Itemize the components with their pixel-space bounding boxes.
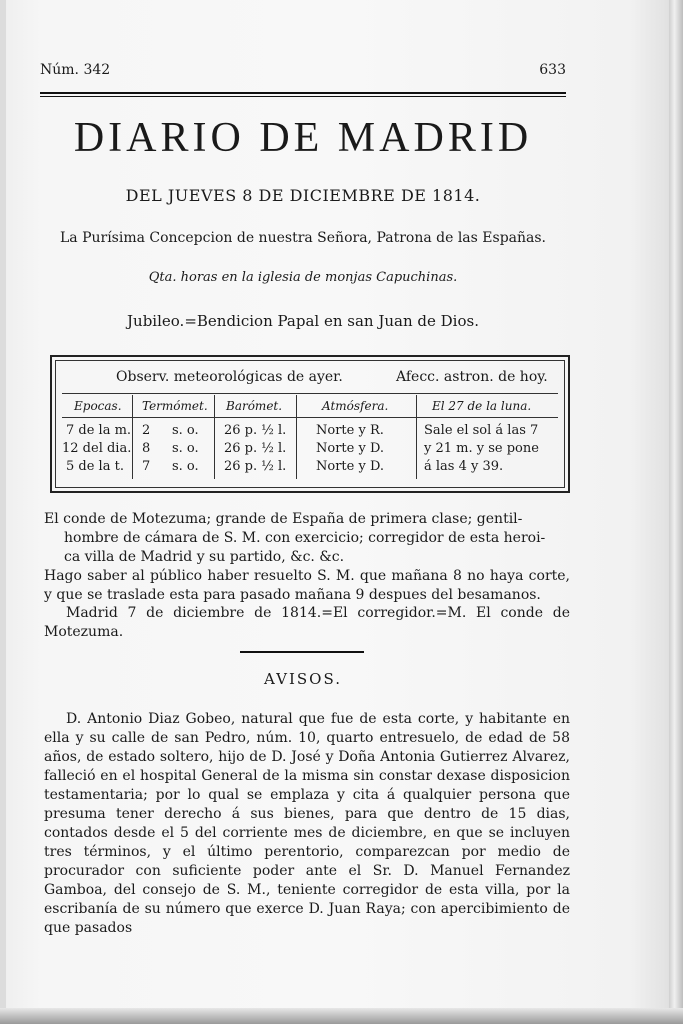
- row3-term: 7: [142, 459, 151, 474]
- table-rule: [62, 417, 558, 418]
- row3-barom: 26 p. ½ l.: [224, 459, 287, 474]
- row3-term-dir: s. o.: [172, 459, 199, 474]
- row1-epoca: 7 de la m.: [66, 423, 132, 438]
- notice-signature: Madrid 7 de diciembre de 1814.=El corregidor.=M. El conde de Motezuma.: [44, 605, 570, 640]
- feast-line: La Purísima Concepcion de nuestra Señora, Patrona de las Españas.: [59, 230, 547, 246]
- masthead-title: DIARIO DE MADRID: [73, 115, 533, 161]
- jubileo-line: Jubileo.=Bendicion Papal en san Juan de Dios.: [127, 312, 479, 330]
- avisos-paragraph: D. Antonio Diaz Gobeo, natural que fue de esta corte, y habitante en ella y su calle de san Pedro, núm. 10, quarto entresuelo, de edad de 58 años, de estado soltero, hijo de D. José y Doña Antonia Gutierrez Alvarez, falleció en el hospital General de la misma sin constar dexase disposicion testamentaria; por lo qual se emplaza y cita á qualquier persona que presuma tener derecho á sus bienes, para que dentro de 15 dias, contados desde el 5 del corriente mes de diciembre, en que se incluyen tres términos, y el último perentorio, comparezcan por medio de procurador con suficiente poder ante el Sr. D. Manuel Fernandez Gamboa, del consejo de S. M., teniente corregidor de esta villa, por la escribanía de su número que exerce D. Juan Raya; con apercibimiento de que pasados: [44, 711, 570, 936]
- header-rule-thin: [40, 96, 566, 97]
- row1-barom: 26 p. ½ l.: [224, 423, 287, 438]
- astro-line-1: Sale el sol á las 7: [424, 423, 539, 438]
- column-divider: [416, 395, 417, 479]
- notice-line-2: hombre de cámara de S. M. con exercicio; corregidor de esta heroi-: [64, 530, 546, 546]
- notice-line-3: ca villa de Madrid y su partido, &c. &c.: [64, 549, 345, 565]
- column-divider: [214, 395, 215, 479]
- column-divider: [296, 395, 297, 479]
- notice-paragraph: Hago saber al público haber resuelto S. M. que mañana 8 no haya corte, y que se traslade esta para pasado mañana 9 despues del besamanos.: [44, 568, 570, 603]
- row1-atmos: Norte y R.: [316, 423, 384, 438]
- row3-atmos: Norte y D.: [316, 459, 385, 474]
- col-header-luna: El 27 de la luna.: [432, 399, 532, 413]
- astro-title: Afecc. astron. de hoy.: [396, 369, 548, 385]
- row2-term-dir: s. o.: [172, 441, 199, 456]
- qta-line: Qta. horas en la iglesia de monjas Capuchinas.: [148, 270, 458, 285]
- row2-barom: 26 p. ½ l.: [224, 441, 287, 456]
- section-divider: [240, 651, 364, 653]
- page-left-edge: [0, 0, 6, 1024]
- col-header-epocas: Epocas.: [74, 399, 122, 413]
- notice-line-1: El conde de Motezuma; grande de España de primera clase; gentil-: [44, 511, 523, 527]
- astro-line-2: y 21 m. y se pone: [424, 441, 539, 456]
- astro-line-3: á las 4 y 39.: [424, 459, 504, 474]
- page-bottom-edge: [0, 1008, 683, 1024]
- meteo-table: [50, 355, 570, 493]
- issue-date: DEL JUEVES 8 DE DICIEMBRE DE 1814.: [125, 186, 481, 205]
- column-divider: [132, 395, 133, 479]
- col-header-termometro: Termómet.: [142, 399, 208, 413]
- row2-atmos: Norte y D.: [316, 441, 385, 456]
- page-header: [40, 62, 566, 82]
- page-number: 633: [539, 62, 566, 78]
- row3-epoca: 5 de la t.: [66, 459, 124, 474]
- col-header-atmosfera: Atmósfera.: [322, 399, 389, 413]
- header-rule: [40, 92, 566, 94]
- row2-term: 8: [142, 441, 151, 456]
- row2-epoca: 12 del dia.: [62, 441, 132, 456]
- issue-number: Núm. 342: [40, 62, 111, 78]
- meteo-title: Observ. meteorológicas de ayer.: [116, 369, 343, 385]
- notice-heading-block: [44, 510, 570, 567]
- page-right-edge: [669, 0, 683, 1024]
- table-rule: [62, 393, 558, 394]
- row1-term-dir: s. o.: [172, 423, 199, 438]
- avisos-heading: AVISOS.: [264, 670, 342, 688]
- col-header-barometro: Barómet.: [226, 399, 283, 413]
- row1-term: 2: [142, 423, 151, 438]
